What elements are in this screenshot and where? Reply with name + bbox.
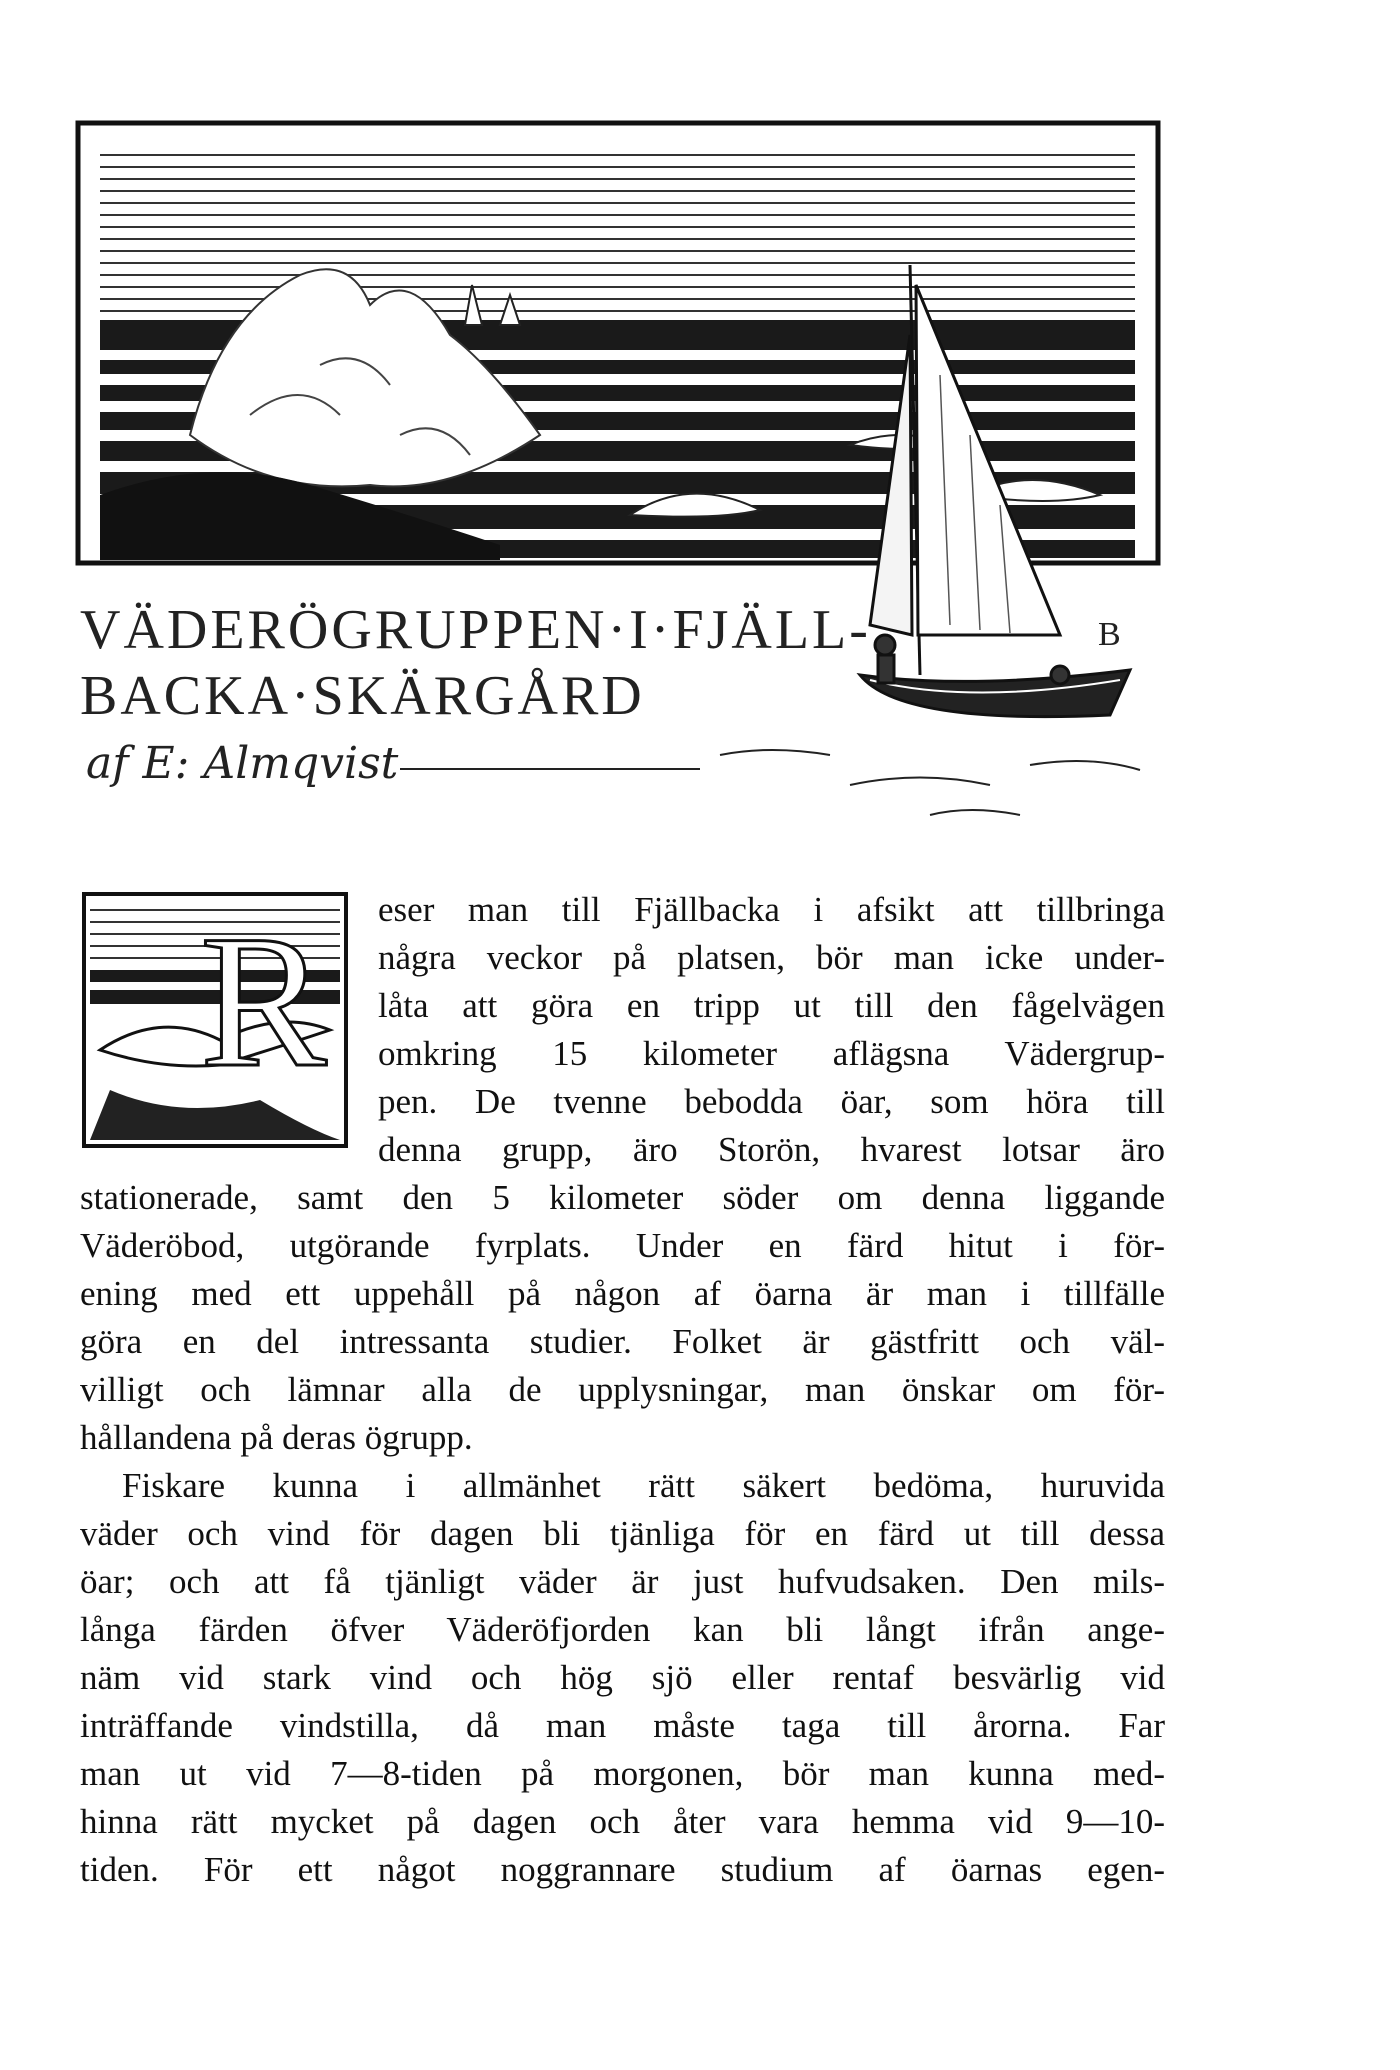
text-line: tiden. För ett något noggrannare studium af öarnas egen- <box>80 1850 1165 1889</box>
text-line: några veckor på platsen, bör man icke under- <box>378 938 1165 977</box>
text-line: pen. De tvenne bebodda öar, som höra till <box>378 1082 1165 1121</box>
text-line: denna grupp, äro Storön, hvarest lotsar äro <box>378 1130 1165 1169</box>
text-line: näm vid stark vind och hög sjö eller rentaf besvärlig vid <box>80 1658 1165 1697</box>
text-line: låta att göra en tripp ut till den fågelvägen <box>378 986 1165 1025</box>
text-line: väder och vind för dagen bli tjänliga för en färd ut till dessa <box>80 1514 1165 1553</box>
text-line: hållandena på deras ögrupp. <box>80 1418 473 1457</box>
drop-cap-letter: R <box>200 897 327 1107</box>
text-line: Fiskare kunna i allmänhet rätt säkert bedöma, huruvida <box>122 1466 1165 1505</box>
boat-water-lines <box>720 750 1140 815</box>
text-line: Väderöbod, utgörande fyrplats. Under en färd hitut i för- <box>80 1226 1165 1265</box>
text-line: hinna rätt mycket på dagen och åter vara hemma vid 9—10- <box>80 1802 1165 1841</box>
sky-hatching <box>100 155 1135 311</box>
text-line: man ut vid 7—8-tiden på morgonen, bör man kunna med- <box>80 1754 1165 1793</box>
text-line: inträffande vindstilla, då man måste taga till årorna. Far <box>80 1706 1165 1745</box>
text-line: omkring 15 kilometer aflägsna Vädergrup- <box>378 1034 1165 1073</box>
page-title-line-1: VÄDERÖGRUPPEN·I·FJÄLL- <box>80 599 871 661</box>
drop-cap-illustration <box>80 890 350 1150</box>
surf-splash <box>190 269 540 486</box>
text-line: stationerade, samt den 5 kilometer söder om denna liggande <box>80 1178 1165 1217</box>
author-byline: af E: Almqvist <box>86 738 399 789</box>
page-title-line-2: BACKA·SKÄRGÅRD <box>80 665 645 727</box>
distant-sailboats <box>465 285 520 325</box>
text-line: ening med ett uppehåll på någon af öarna är man i tillfälle <box>80 1274 1165 1313</box>
byline-rule <box>400 768 700 770</box>
text-line: göra en del intressanta studier. Folket är gästfritt och väl- <box>80 1322 1165 1361</box>
artist-monogram: B <box>1098 616 1121 653</box>
text-line: villigt och lämnar alla de upplysningar, man önskar om för- <box>80 1370 1165 1409</box>
text-line: eser man till Fjällbacka i afsikt att tillbringa <box>378 890 1165 929</box>
text-line: öar; och att få tjänligt väder är just hufvudsaken. Den mils- <box>80 1562 1165 1601</box>
text-line: långa färden öfver Väderöfjorden kan bli långt ifrån ange- <box>80 1610 1165 1649</box>
